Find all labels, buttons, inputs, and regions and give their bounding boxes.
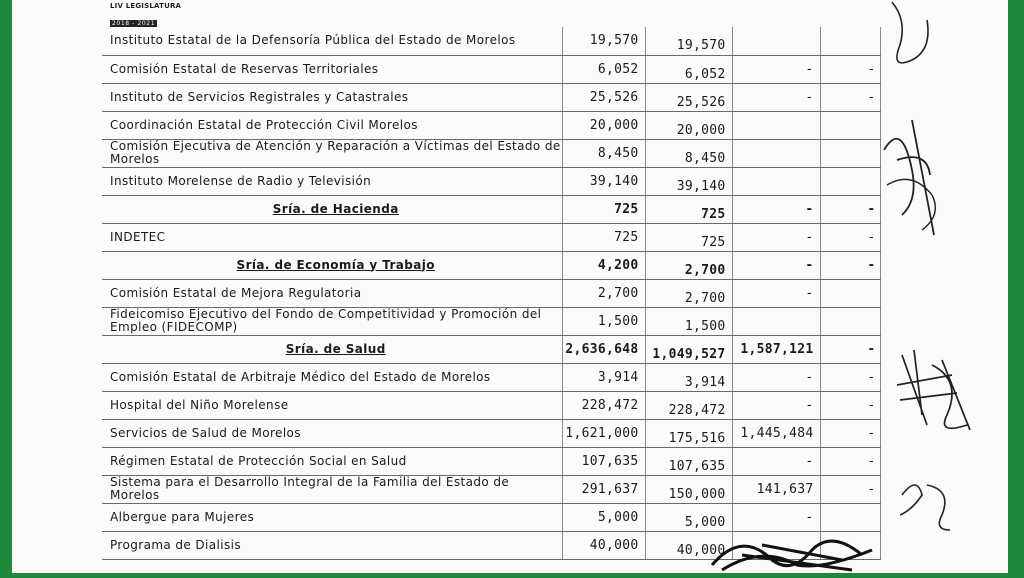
entity-name: Servicios de Salud de Morelos — [102, 419, 562, 447]
amount-col3: - — [732, 503, 820, 531]
amount-col3: - — [732, 223, 820, 251]
amount-col4 — [820, 111, 880, 139]
entity-name: Instituto Estatal de la Defensoría Pública del Estado de Morelos — [102, 27, 562, 55]
section-header-row — [102, 195, 880, 223]
entity-name: Sistema para el Desarrollo Integral de la Familia del Estado de Morelos — [102, 475, 562, 503]
amount-total: 2,700 — [562, 279, 645, 307]
amount-col4 — [820, 139, 880, 167]
amount-col2: 19,570 — [645, 27, 732, 55]
section-header-row — [102, 251, 880, 279]
amount-total: 3,914 — [562, 363, 645, 391]
amount-col2: 20,000 — [645, 111, 732, 139]
viewer-frame-bottom — [0, 573, 1024, 578]
entity-name: Hospital del Niño Morelense — [102, 391, 562, 419]
amount-total: 107,635 — [562, 447, 645, 475]
handwritten-signature-top — [872, 0, 952, 260]
amount-total: 25,526 — [562, 83, 645, 111]
handwritten-scribble-bottom — [702, 520, 892, 573]
amount-col4: - — [820, 447, 880, 475]
amount-col4 — [820, 27, 880, 55]
table-row — [102, 475, 880, 503]
entity-name: Comisión Estatal de Mejora Regulatoria — [102, 279, 562, 307]
amount-total: 1,621,000 — [562, 419, 645, 447]
amount-total: 6,052 — [562, 55, 645, 83]
amount-total: 20,000 — [562, 111, 645, 139]
amount-total: 39,140 — [562, 167, 645, 195]
table-row — [102, 391, 880, 419]
amount-col4: - — [820, 363, 880, 391]
amount-total: 40,000 — [562, 531, 645, 559]
amount-col3: - — [732, 83, 820, 111]
table-row — [102, 111, 880, 139]
section-header-row — [102, 335, 880, 363]
scanned-page — [12, 0, 1008, 573]
table-row — [102, 419, 880, 447]
amount-total: 8,450 — [562, 139, 645, 167]
amount-total: 19,570 — [562, 27, 645, 55]
amount-col4: - — [820, 223, 880, 251]
amount-total: 5,000 — [562, 503, 645, 531]
amount-col3: - — [732, 55, 820, 83]
amount-col3: - — [732, 391, 820, 419]
amount-col3 — [732, 307, 820, 335]
amount-col4: - — [820, 335, 880, 363]
amount-col2: 40,000 — [645, 531, 732, 559]
amount-col2: 2,700 — [645, 279, 732, 307]
amount-col2: 8,450 — [645, 139, 732, 167]
entity-name: Fideicomiso Ejecutivo del Fondo de Competitividad y Promoción del Empleo (FIDECOMP) — [102, 307, 562, 335]
table-row — [102, 55, 880, 83]
amount-col3 — [732, 27, 820, 55]
amount-col2: 150,000 — [645, 475, 732, 503]
entity-name: Sría. de Salud — [102, 335, 562, 363]
entity-name: INDETEC — [102, 223, 562, 251]
table-row — [102, 83, 880, 111]
amount-col3: - — [732, 251, 820, 279]
entity-name: Sría. de Hacienda — [102, 195, 562, 223]
amount-col3: - — [732, 195, 820, 223]
entity-name: Instituto Morelense de Radio y Televisión — [102, 167, 562, 195]
entity-name: Comisión Ejecutiva de Atención y Reparación a Víctimas del Estado de Morelos — [102, 139, 562, 167]
amount-col4: - — [820, 55, 880, 83]
table-row — [102, 447, 880, 475]
table-row — [102, 363, 880, 391]
table-row — [102, 307, 880, 335]
logo-title: LIV LEGISLATURA — [110, 2, 182, 10]
budget-table — [102, 27, 881, 560]
amount-col2: 725 — [645, 223, 732, 251]
amount-total: 291,637 — [562, 475, 645, 503]
amount-total: 4,200 — [562, 251, 645, 279]
entity-name: Programa de Dialisis — [102, 531, 562, 559]
logo-years: 2018 - 2021 — [112, 20, 156, 27]
amount-col3: 141,637 — [732, 475, 820, 503]
amount-col3: - — [732, 447, 820, 475]
amount-col2: 39,140 — [645, 167, 732, 195]
table-row — [102, 279, 880, 307]
amount-col4: - — [820, 391, 880, 419]
entity-name: Comisión Estatal de Arbitraje Médico del Estado de Morelos — [102, 363, 562, 391]
amount-col2: 5,000 — [645, 503, 732, 531]
legislature-logo — [110, 2, 200, 27]
amount-total: 228,472 — [562, 391, 645, 419]
amount-col2: 25,526 — [645, 83, 732, 111]
amount-total: 725 — [562, 223, 645, 251]
amount-total: 725 — [562, 195, 645, 223]
amount-col3 — [732, 167, 820, 195]
handwritten-signature-middle — [892, 345, 982, 440]
amount-col4: - — [820, 475, 880, 503]
viewer-frame-right — [1008, 0, 1024, 578]
amount-col2: 3,914 — [645, 363, 732, 391]
amount-col3: 1,587,121 — [732, 335, 820, 363]
entity-name: Comisión Estatal de Reservas Territoriales — [102, 55, 562, 83]
amount-col2: 175,516 — [645, 419, 732, 447]
amount-col2: 725 — [645, 195, 732, 223]
amount-col4: - — [820, 195, 880, 223]
amount-col3 — [732, 139, 820, 167]
amount-col3: - — [732, 279, 820, 307]
amount-col4: - — [820, 83, 880, 111]
table-row — [102, 223, 880, 251]
entity-name: Instituto de Servicios Registrales y Catastrales — [102, 83, 562, 111]
amount-col4: - — [820, 251, 880, 279]
entity-name: Sría. de Economía y Trabajo — [102, 251, 562, 279]
amount-total: 2,636,648 — [562, 335, 645, 363]
amount-col4 — [820, 167, 880, 195]
table-row — [102, 139, 880, 167]
amount-col4: - — [820, 419, 880, 447]
amount-col2: 228,472 — [645, 391, 732, 419]
amount-col2: 1,049,527 — [645, 335, 732, 363]
amount-col3: - — [732, 363, 820, 391]
amount-col2: 107,635 — [645, 447, 732, 475]
viewer-frame-left — [0, 0, 12, 578]
amount-col2: 1,500 — [645, 307, 732, 335]
amount-total: 1,500 — [562, 307, 645, 335]
entity-name: Coordinación Estatal de Protección Civil Morelos — [102, 111, 562, 139]
amount-col2: 6,052 — [645, 55, 732, 83]
table-row — [102, 167, 880, 195]
amount-col3 — [732, 111, 820, 139]
amount-col4 — [820, 307, 880, 335]
entity-name: Albergue para Mujeres — [102, 503, 562, 531]
amount-col4 — [820, 279, 880, 307]
handwritten-initials-bottom — [892, 470, 962, 540]
entity-name: Régimen Estatal de Protección Social en Salud — [102, 447, 562, 475]
amount-col3: 1,445,484 — [732, 419, 820, 447]
table-row — [102, 27, 880, 55]
amount-col2: 2,700 — [645, 251, 732, 279]
